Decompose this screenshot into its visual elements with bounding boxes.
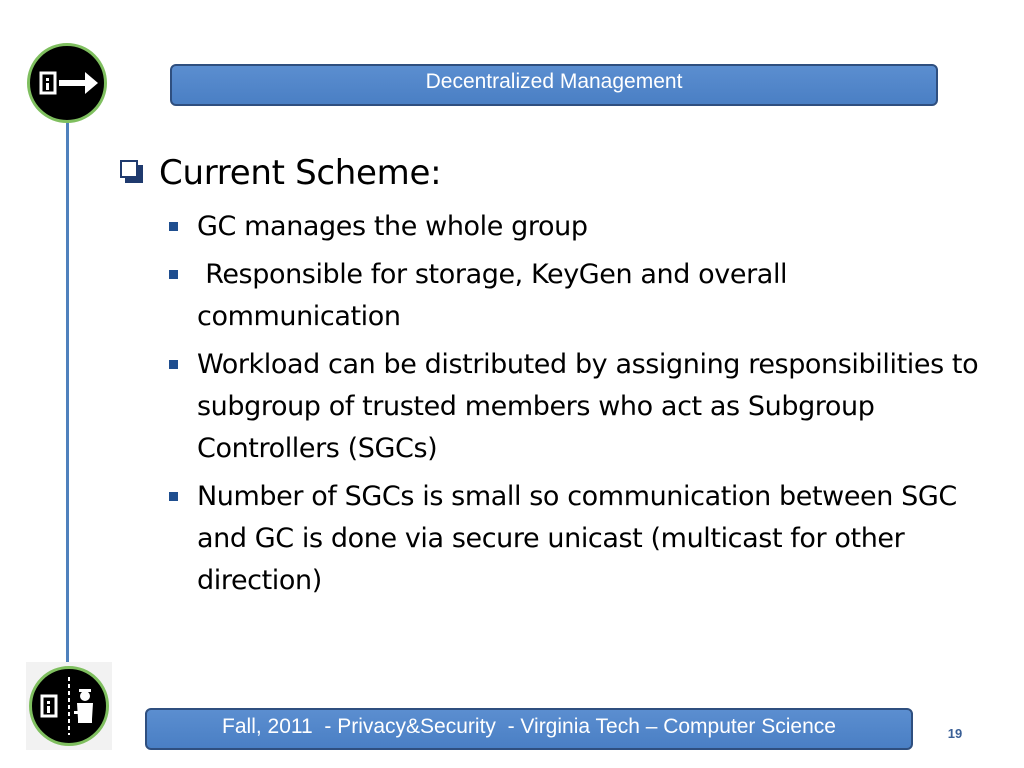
sub-bullet-text: Responsible for storage, KeyGen and overall communication <box>197 259 796 332</box>
page-number: 19 <box>947 726 963 741</box>
slide-content <box>110 150 990 602</box>
exit-arrow-icon <box>30 46 104 120</box>
sub-bullet-item <box>110 476 990 602</box>
square-bullet-icon <box>169 270 178 279</box>
sub-bullet-text: GC manages the whole group <box>197 211 588 242</box>
sub-bullet-list <box>110 206 990 602</box>
sub-bullet-item <box>110 206 990 248</box>
title-bar <box>170 64 938 106</box>
bottom-circle-badge <box>29 666 109 746</box>
slide-title: Decentralized Management <box>425 70 683 93</box>
main-bullet <box>110 150 990 200</box>
top-circle-badge <box>27 43 107 123</box>
square-bullet-icon <box>169 492 178 501</box>
sub-bullet-item <box>110 344 990 470</box>
bottom-icon-tile <box>26 662 112 750</box>
timeline-line <box>66 120 69 665</box>
checkbox-icon <box>120 160 144 184</box>
sub-bullet-text: Number of SGCs is small so communication between SGC and GC is done via secure unicast (multicast for other direction) <box>197 481 957 596</box>
square-bullet-icon <box>169 360 178 369</box>
sub-bullet-text: Workload can be distributed by assigning responsibilities to subgroup of trusted members who act as Subgroup Controllers (SGCs) <box>197 349 979 464</box>
footer-text: Fall, 2011 - Privacy&Security - Virginia Tech – Computer Science <box>222 715 836 738</box>
footer-bar <box>145 708 913 750</box>
main-bullet-text: Current Scheme: <box>159 153 442 193</box>
person-guard-icon <box>32 669 106 743</box>
square-bullet-icon <box>169 222 178 231</box>
sub-bullet-item <box>110 254 990 338</box>
